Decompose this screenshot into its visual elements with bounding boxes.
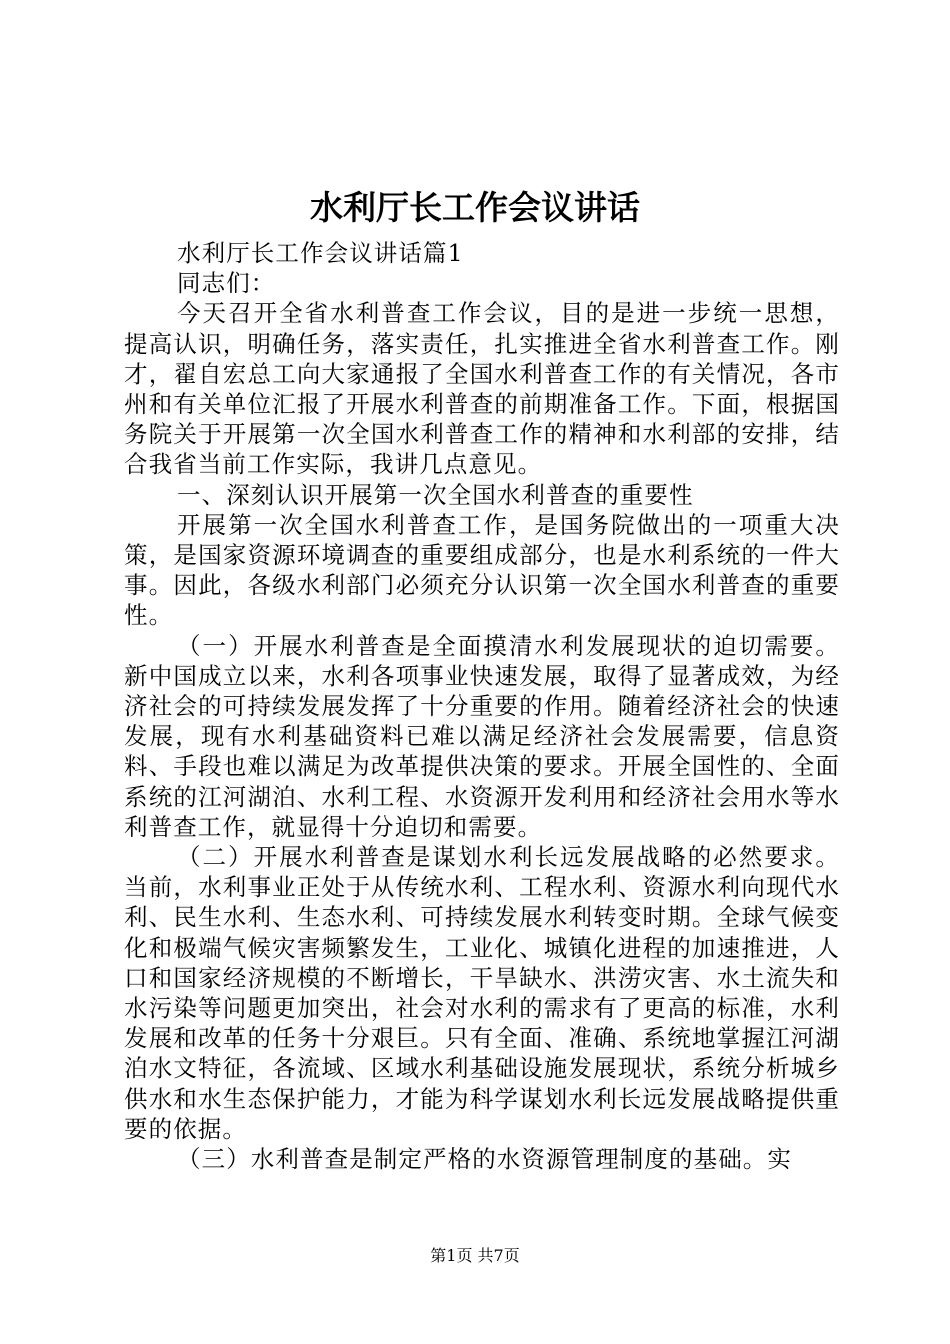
page-number-footer: 第1页 共7页 [430,1246,520,1265]
document-body [124,238,840,1174]
subsection-3-paragraph: （三）水利普查是制定严格的水资源管理制度的基础。实 [177,1145,792,1174]
subtitle-paragraph: 水利厅长工作会议讲话篇1 [177,239,464,267]
salutation-paragraph: 同志们： [177,269,276,298]
document-title: 水利厅长工作会议讲话 [310,188,640,227]
section-1-paragraph: 开展第一次全国水利普查工作，是国务院做出的一项重大决策，是国家资源环境调查的重要组成部分，也是水利系统的一件大事。因此，各级水利部门必须充分认识第一次全国水利普查的重要性。 [124,510,840,630]
intro-paragraph: 今天召开全省水利普查工作会议，目的是进一步统一思想，提高认识，明确任务，落实责任，扎实推进全省水利普查工作。刚才，翟自宏总工向大家通报了全国水利普查工作的有关情况，各市州和有关单位汇报了开展水利普查的前期准备工作。下面，根据国务院关于开展第一次全国水利普查工作的精神和水利部的安排，结合我省当前工作实际，我讲几点意见。 [124,299,840,479]
section-heading-1: 一、深刻认识开展第一次全国水利普查的重要性 [177,480,694,509]
subsection-2-paragraph: （二）开展水利普查是谋划水利长远发展战略的必然要求。当前，水利事业正处于从传统水利、工程水利、资源水利向现代水利、民生水利、生态水利、可持续发展水利转变时期。全球气候变化和极端气候灾害频繁发生，工业化、城镇化进程的加速推进，人口和国家经济规模的不断增长，干旱缺水、洪涝灾害、水土流失和水污染等问题更加突出，社会对水利的需求有了更高的标准，水利发展和改革的任务十分艰巨。只有全面、准确、系统地掌握江河湖泊水文特征，各流域、区域水利基础设施发展现状，系统分析城乡供水和水生态保护能力，才能为科学谋划水利长远发展战略提供重要的依据。 [124,843,840,1143]
subsection-1-paragraph: （一）开展水利普查是全面摸清水利发展现状的迫切需要。新中国成立以来，水利各项事业快速发展，取得了显著成效，为经济社会的可持续发展发挥了十分重要的作用。随着经济社会的快速发展，现有水利基础资料已难以满足经济社会发展需要，信息资料、手段也难以满足为改革提供决策的要求。开展全国性的、全面系统的江河湖泊、水利工程、水资源开发利用和经济社会用水等水利普查工作，就显得十分迫切和需要。 [124,631,840,841]
